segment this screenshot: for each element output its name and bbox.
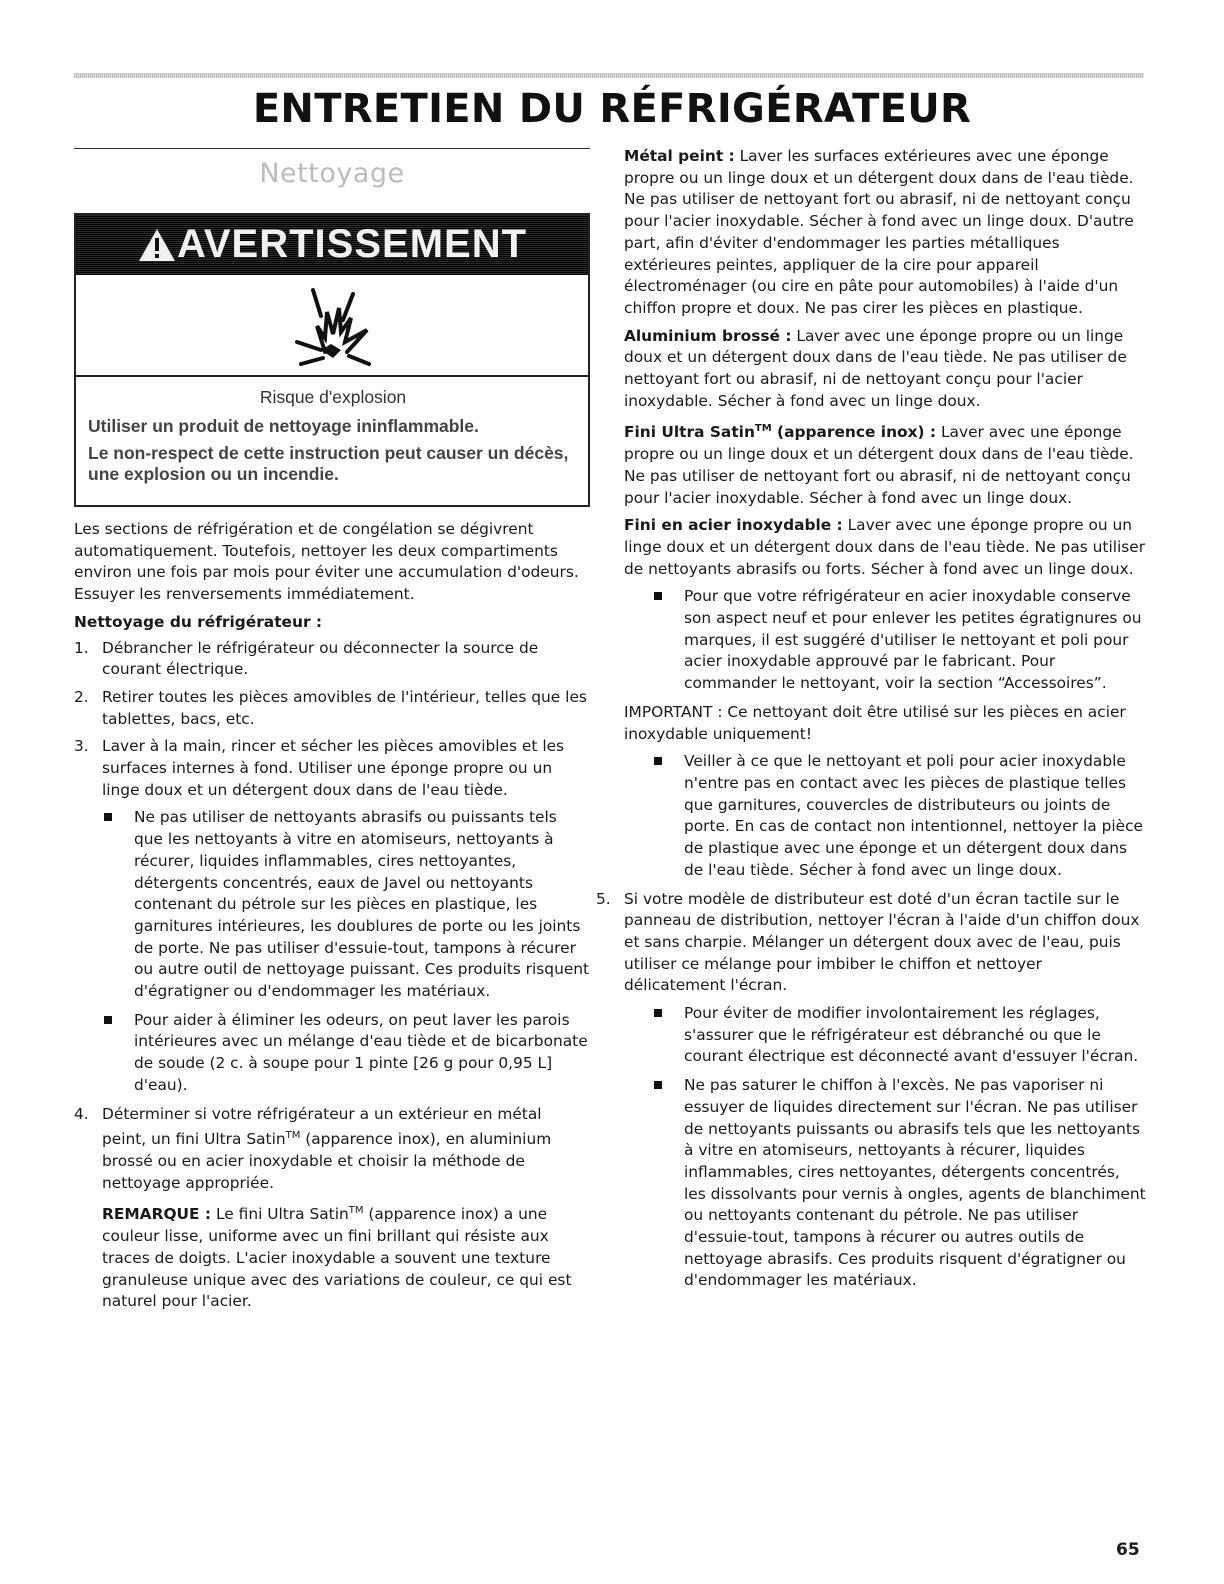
ultra-satin-paragraph	[624, 418, 1146, 509]
brushed-aluminum-paragraph	[624, 326, 1146, 413]
right-column	[596, 146, 1146, 1299]
brushed-aluminum-text: Laver avec une éponge propre ou un linge doux et un détergent doux dans de l'eau tiède. Ne pas utiliser de nettoyant fort ou abrasif, ni de nettoyant conçu pour l'acier inoxydable. Sécher à fond avec un linge doux.	[624, 326, 1127, 410]
note-paragraph	[102, 1200, 590, 1313]
bullet-square-icon	[104, 813, 112, 821]
step-text: Si votre modèle de distributeur est doté d'un écran tactile sur le panneau de distribution, nettoyer l'écran à l'aide d'un chiffon doux et sans charpie. Mélanger un détergent doux avec de l'eau, puis utiliser ce mélange pour imbiber le chiffon et nettoyer délicatement l'écran.	[624, 889, 1140, 995]
painted-metal-text: Laver les surfaces extérieures avec une éponge propre ou un linge doux et un détergent doux dans de l'eau tiède. Ne pas utiliser de nettoyant fort ou abrasif, ni de nettoyant conçu pour l'acier inoxydable. Sécher à fond avec un linge doux. D'autre part, afin d'éviter d'endommager les parties métalliques extérieures peintes, appliquer de la cire pour appareil électroménager (ou cire en pâte pour automobiles) à l'aide d'un chiffon propre et doux. Ne pas cirer les pièces en plastique.	[624, 147, 1134, 317]
step-4	[74, 1104, 590, 1195]
trademark-mark: TM	[754, 423, 772, 435]
stainless-text: Laver avec une éponge propre ou un linge doux et un détergent doux dans de l'eau tiède. Ne pas utiliser de nettoyants abrasifs ou forts. Sécher à fond avec un linge doux.	[624, 516, 1146, 578]
ultra-satin-text: Laver avec une éponge propre ou un linge doux et un détergent doux dans de l'eau tiède. Ne pas utiliser de nettoyant fort ou abrasif, ni de nettoyant conçu pour l'acier inoxydable. Sécher à fond avec un linge doux.	[624, 423, 1134, 507]
warning-line-1: Utiliser un produit de nettoyage ininflammable.	[88, 416, 479, 436]
step-number: 2.	[74, 687, 89, 706]
page-title: ENTRETIEN DU RÉFRIGÉRATEUR	[252, 86, 972, 132]
intro-paragraph: Les sections de réfrigération et de congélation se dégivrent automatiquement. Toutefois, nettoyer les deux compartiments environ une fois par mois pour éviter une accumulation d'odeurs. Essuyer les renversements immédiatement.	[74, 520, 579, 604]
note-text: Le fini Ultra Satin	[211, 1205, 349, 1224]
ultra-satin-label: Fini Ultra Satin	[624, 423, 755, 442]
step-2	[74, 687, 590, 730]
painted-metal-paragraph	[624, 146, 1146, 320]
warning-icon-area	[76, 275, 588, 377]
step-text: Retirer toutes les pièces amovibles de l'intérieur, telles que les tablettes, bacs, etc.	[102, 687, 587, 728]
step-5	[596, 889, 1146, 998]
bullet-square-icon	[654, 1081, 662, 1089]
list-item	[102, 1010, 590, 1097]
list-item	[652, 1003, 1146, 1068]
painted-metal-label: Métal peint :	[624, 147, 735, 165]
page-number: 65	[1116, 1540, 1140, 1560]
bullet-text: Pour aider à éliminer les odeurs, on peut laver les parois intérieures avec un mélange d'eau tiède et de bicarbonate de soude (2 c. à soupe pour 1 pinte [26 g pour 0,95 L] d'eau).	[134, 1010, 588, 1094]
step-text: Débrancher le réfrigérateur ou déconnecter la source de courant électrique.	[102, 638, 539, 679]
list-item	[652, 586, 1146, 695]
step-3	[74, 736, 590, 801]
step-number: 1.	[74, 638, 89, 657]
warning-triangle-icon	[137, 227, 177, 263]
note-text-cont: (apparence inox) a une couleur lisse, uniforme avec un fini brillant qui résiste aux traces de doigts. L'acier inoxydable a souvent une texture granuleuse unique avec des variations de couleur, ce qui est naturel pour l'acier.	[102, 1205, 572, 1311]
warning-line-2: Le non-respect de cette instruction peut causer un décès, une explosion ou un incendie.	[88, 443, 569, 484]
bullet-text: Veiller à ce que le nettoyant et poli pour acier inoxydable n'entre pas en contact avec les pièces de plastique telles que garnitures, couvercles de distributeurs ou joints de porte. En cas de contact non intentionnel, nettoyer la pièce de plastique avec une éponge et un détergent doux dans de l'eau tiède. Sécher à fond avec un linge doux.	[684, 752, 1144, 879]
bullet-square-icon	[654, 592, 662, 600]
list-item	[652, 751, 1146, 881]
section-divider	[74, 148, 590, 149]
list-item	[652, 1075, 1146, 1292]
step-1	[74, 638, 590, 681]
bullet-square-icon	[654, 757, 662, 765]
step-number: 5.	[596, 889, 611, 908]
top-decorative-rule	[74, 73, 1144, 78]
section-heading: Nettoyage	[259, 158, 405, 189]
bullet-text: Ne pas saturer le chiffon à l'excès. Ne pas vaporiser ni essuyer de liquides directement sur l'écran. Ne pas utiliser de nettoyants puissants ou abrasifs tels que les nettoyants à vitre en atomiseurs, nettoyants à récurer, liquides inflammables, cires nettoyantes, détergents concentrés, les dissolvants pour vernis à ongles, agents de blanchiment ou nettoyants contenant du pétrole. Ne pas utiliser d'essuie-tout, tampons à récurer ou autres outils de nettoyage abrasifs. Ces produits risquent d'égratigner ou d'endommager les matériaux.	[684, 1076, 1146, 1290]
bullet-text: Ne pas utiliser de nettoyants abrasifs ou puissants tels que les nettoyants à vitre en atomiseurs, nettoyants à récurer, liquides inflammables, cires nettoyantes, détergents concentrés, eaux de Javel ou nettoyants contenant du pétrole sur les pièces en plastique, les garnitures intérieures, les doublures de porte ou les joints de porte. Ne pas utiliser d'essuie-tout, tampons à récurer ou autre outil de nettoyage puissant. Ces produits risquent d'égratigner ou d'endommager les matériaux.	[134, 808, 590, 1001]
cleaning-subheading: Nettoyage du réfrigérateur :	[74, 612, 323, 631]
important-paragraph: IMPORTANT : Ce nettoyant doit être utilisé sur les pièces en acier inoxydable uniquement!	[624, 702, 1126, 743]
step-text: Déterminer si votre réfrigérateur a un extérieur en métal peint, un fini Ultra Satin	[102, 1104, 542, 1149]
bullet-text: Pour que votre réfrigérateur en acier inoxydable conserve son aspect neuf et pour enlever les petites égratignures ou marques, il est suggéré d'utiliser le nettoyant et poli pour acier inoxydable approuvé par le fabricant. Pour commander le nettoyant, voir la section “Accessoires”.	[684, 587, 1142, 693]
step-text: Laver à la main, rincer et sécher les pièces amovibles et les surfaces internes à fond. Utiliser une éponge propre ou un linge doux et un détergent doux dans de l'eau tiède.	[102, 737, 565, 799]
warning-box	[74, 213, 590, 507]
stainless-label: Fini en acier inoxydable :	[624, 516, 843, 535]
warning-title: AVERTISSEMENT	[176, 222, 528, 267]
warning-header	[76, 215, 588, 275]
left-column	[74, 148, 590, 1319]
bullet-square-icon	[104, 1016, 112, 1024]
stainless-paragraph	[624, 515, 1146, 580]
step-number: 4.	[74, 1104, 89, 1123]
ultra-satin-label-cont: (apparence inox) :	[771, 423, 937, 442]
trademark-mark: TM	[285, 1130, 301, 1142]
bullet-square-icon	[654, 1009, 662, 1017]
warning-text	[76, 377, 588, 505]
list-item	[102, 807, 590, 1002]
warning-risk: Risque d'explosion	[259, 387, 407, 407]
step-text-cont: (apparence inox), en aluminium brossé ou en acier inoxydable et choisir la méthode de nettoyage appropriée.	[102, 1130, 552, 1192]
note-label: REMARQUE :	[102, 1205, 212, 1224]
trademark-mark: TM	[348, 1205, 364, 1217]
brushed-aluminum-label: Aluminium brossé :	[624, 326, 792, 345]
bullet-text: Pour éviter de modifier involontairement les réglages, s'assurer que le réfrigérateur est débranché ou que le courant électrique est déconnecté avant d'essuyer l'écran.	[684, 1004, 1139, 1066]
step-number: 3.	[74, 737, 89, 756]
explosion-icon	[287, 282, 377, 368]
